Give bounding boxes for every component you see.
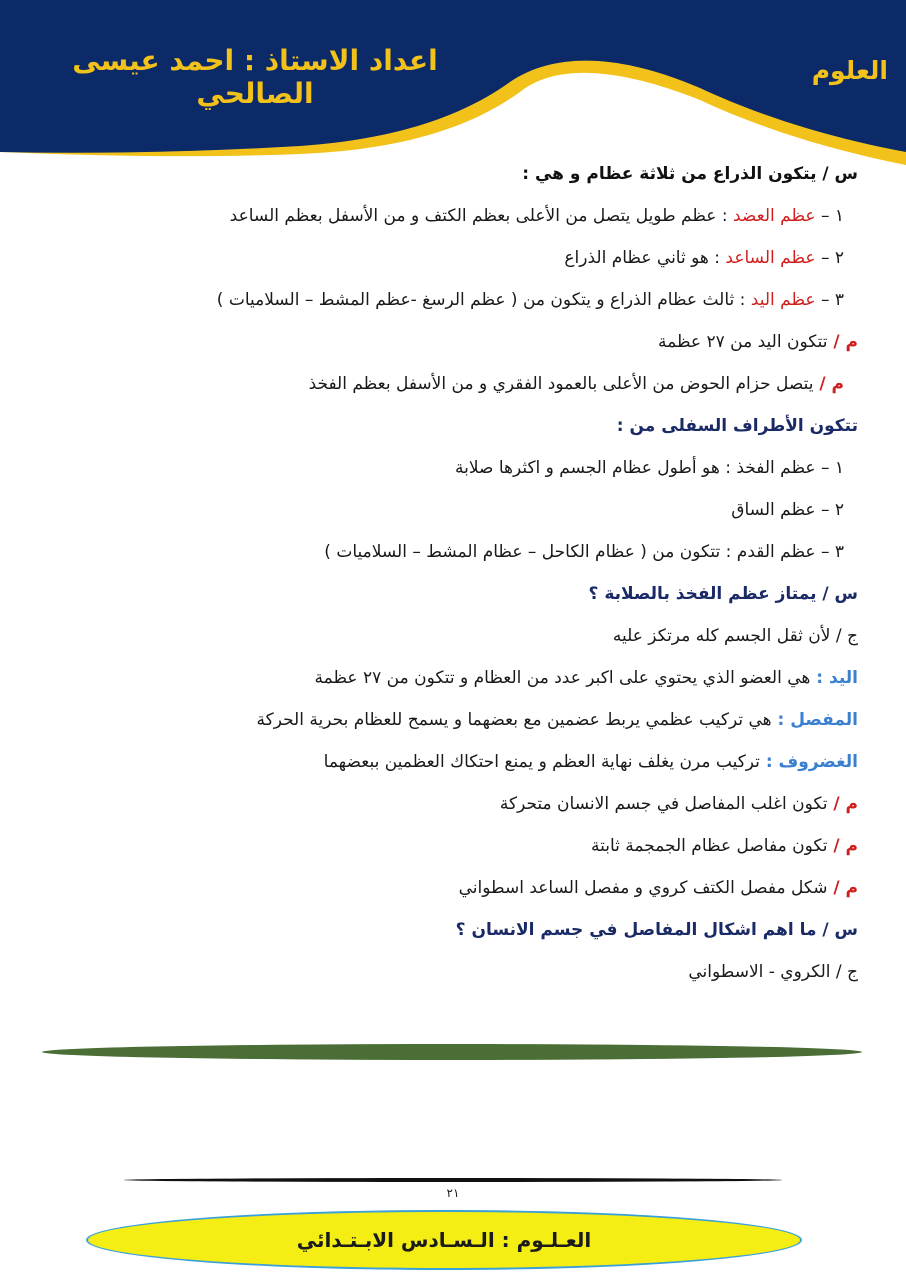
text-line — [48, 153, 858, 195]
text-segment: عظم اليد — [750, 290, 816, 310]
text-segment: م / — [827, 332, 858, 352]
text-segment: س / يتكون الذراع من ثلاثة عظام و هي : — [522, 164, 858, 184]
text-line — [48, 825, 858, 867]
text-segment: هي تركيب عظمي يربط عضمين مع بعضهما و يسمح للعظام بحرية الحركة — [256, 710, 772, 730]
text-line — [48, 447, 858, 489]
divider-bar — [42, 1044, 862, 1060]
page-number: ٢١ — [446, 1186, 460, 1200]
text-segment: تتكون الأطراف السفلى من : — [616, 416, 858, 436]
text-segment: الغضروف : — [759, 752, 858, 772]
text-segment: س / يمتاز عظم الفخذ بالصلابة ؟ — [588, 584, 858, 604]
text-segment: : ثالث عظام الذراع و يتكون من ( عظم الرسغ -عظم المشط – السلاميات ) — [216, 290, 751, 310]
text-line — [48, 489, 858, 531]
text-line — [48, 363, 858, 405]
text-segment: ٢ – عظم الساق — [731, 500, 844, 520]
text-line — [48, 867, 858, 909]
text-segment: ٣ – — [815, 290, 844, 310]
text-segment: : هو ثاني عظام الذراع — [564, 248, 726, 268]
text-segment: عظم الساعد — [725, 248, 816, 268]
text-segment: شكل مفصل الكتف كروي و مفصل الساعد اسطواني — [458, 878, 828, 898]
text-segment: ١ – — [815, 206, 844, 226]
text-segment: تكون اغلب المفاصل في جسم الانسان متحركة — [499, 794, 828, 814]
author-title: اعداد الاستاذ : احمد عيسى الصالحي — [72, 44, 438, 110]
subject-title: العلوم — [811, 56, 888, 85]
footer-rule — [124, 1178, 782, 1182]
page-header — [0, 0, 906, 170]
text-line — [48, 951, 858, 993]
text-segment: يتصل حزام الحوض من الأعلى بالعمود الفقري و من الأسفل بعظم الفخذ — [308, 374, 814, 394]
text-segment: تكون مفاصل عظام الجمجمة ثابتة — [590, 836, 828, 856]
text-line — [48, 531, 858, 573]
text-segment: م / — [827, 794, 858, 814]
text-segment: اليد : — [810, 668, 858, 688]
text-line — [48, 321, 858, 363]
text-line — [48, 237, 858, 279]
text-segment: المفصل : — [771, 710, 858, 730]
text-line — [48, 783, 858, 825]
text-line — [48, 615, 858, 657]
text-segment: ج / الكروي - الاسطواني — [688, 962, 858, 982]
text-line — [48, 699, 858, 741]
text-line — [48, 573, 858, 615]
text-segment: ٣ – عظم القدم : تتكون من ( عظام الكاحل – عظام المشط – السلاميات ) — [324, 542, 844, 562]
text-segment: ٢ – — [815, 248, 844, 268]
text-segment: تركيب مرن يغلف نهاية العظم و يمنع احتكاك العظمين ببعضهما — [323, 752, 760, 772]
text-segment: س / ما اهم اشكال المفاصل في جسم الانسان ؟ — [455, 920, 858, 940]
text-segment: ج / لأن ثقل الجسم كله مرتكز عليه — [612, 626, 858, 646]
text-line — [48, 909, 858, 951]
text-segment: ١ – عظم الفخذ : هو أطول عظام الجسم و اكثرها صلابة — [454, 458, 844, 478]
text-segment: تتكون اليد من ٢٧ عظمة — [658, 332, 828, 352]
text-line — [48, 657, 858, 699]
text-segment: هي العضو الذي يحتوي على اكبر عدد من العظام و تتكون من ٢٧ عظمة — [314, 668, 811, 688]
text-segment: : عظم طويل يتصل من الأعلى بعظم الكتف و من الأسفل بعظم الساعد — [229, 206, 733, 226]
text-segment: م / — [813, 374, 844, 394]
text-segment: عظم العضد — [732, 206, 816, 226]
footer-grade-label: العـلـوم : الـسـادس الابـتـدائي — [86, 1210, 802, 1270]
text-line — [48, 741, 858, 783]
text-line — [48, 405, 858, 447]
text-segment: م / — [827, 836, 858, 856]
text-line — [48, 279, 858, 321]
text-line — [48, 195, 858, 237]
lesson-content — [48, 153, 858, 993]
text-segment: م / — [827, 878, 858, 898]
